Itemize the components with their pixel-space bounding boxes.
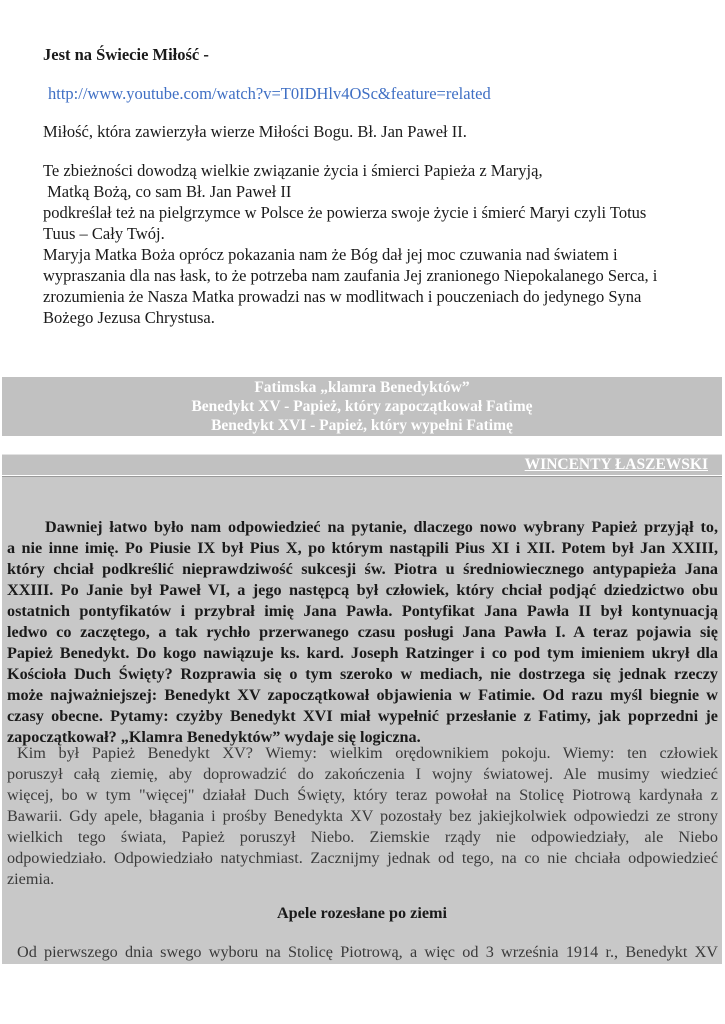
intro-paragraph bbox=[43, 160, 688, 328]
lead-line: zapoczątkował? „Klamra Benedyktów” wydaje się logiczna. bbox=[7, 728, 421, 746]
section-heading: Apele rozesłane po ziemi bbox=[276, 904, 448, 922]
banner-title: Fatimska „klamra Benedyktów” bbox=[254, 379, 470, 396]
lead-line: może najważniejszej: Benedykt XV zapoczątkował objawienia w Fatimie. Od razu myśl biegnie w bbox=[7, 686, 718, 704]
body-line: więcej, bo w tym "więcej" działał Duch Święty, który teraz powołał na Stolicę Piotrową kardynała z bbox=[7, 786, 718, 804]
author-bar bbox=[2, 454, 722, 475]
banner-subtitle-1: Benedykt XV - Papież, który zapoczątkował Fatimę bbox=[191, 398, 533, 415]
lead-line: a nie inne imię. Po Piusie IX był Pius X, po którym nastąpili Pius XI i XII. Potem był Jan XXIII, bbox=[7, 539, 718, 557]
lead-line: Dawniej łatwo było nam odpowiedzieć na pytanie, dlaczego nowo wybrany Papież przyjął to, bbox=[45, 518, 718, 536]
intro-line: Maryja Matka Boża oprócz pokazania nam że Bóg dał jej moc czuwania nad światem i bbox=[43, 245, 618, 264]
intro-line: zrozumienia że Nasza Matka prowadzi nas w modlitwach i pouczeniach do jedynego Syna bbox=[43, 287, 642, 306]
body-line: ziemia. bbox=[7, 870, 55, 888]
body-line: Kim był Papież Benedykt XV? Wiemy: wielkim orędownikiem pokoju. Wiemy: ten człowiek bbox=[17, 744, 718, 762]
lead-line: Kościoła Duch Święty? Rozprawia się o tym szeroko w mediach, nie dostrzega się jednak rzeczy bbox=[7, 665, 718, 683]
body-line: Od pierwszego dnia swego wyboru na Stolicę Piotrową, a więc od 3 września 1914 r., Benedykt XV bbox=[17, 943, 718, 961]
lead-line: ledwo co zaczętego, a tak rychło przerwanego czasu posługi Jana Pawła I. A teraz pojawia się bbox=[7, 623, 718, 641]
article-lead bbox=[7, 517, 718, 748]
lead-line: ostatnich pontyfikatów i przybrał imię Jana Pawła. Pontyfikat Jana Pawła II był kontynuacją bbox=[7, 602, 718, 620]
body-line: poruszył całą ziemię, aby doprowadzić do zakończenia I wojny światowej. Ale musimy wiedzieć bbox=[7, 765, 718, 783]
intro-title: Jest na Świecie Miłość - bbox=[43, 45, 209, 64]
intro-line: Te zbieżności dowodzą wielkie związanie życia i śmierci Papieża z Maryją, bbox=[43, 161, 543, 180]
author-name: WINCENTY ŁASZEWSKI bbox=[524, 456, 708, 473]
lead-line: czasy obecne. Pytamy: czyżby Benedykt XVI miał wypełnić przesłanie z Fatimy, jak poprzedni je bbox=[7, 707, 718, 725]
body-line: odpowiedziało. Odpowiedziało natychmiast. Zacznijmy jednak od tego, na co nie chciała odpowiedzieć bbox=[7, 849, 718, 867]
intro-line: Bożego Jezusa Chrystusa. bbox=[43, 308, 215, 327]
banner-subtitle-2: Benedykt XVI - Papież, który wypełni Fatimę bbox=[211, 417, 513, 434]
intro-line: Matką Bożą, co sam Bł. Jan Paweł II bbox=[43, 182, 292, 201]
body-line: wielkich tego świata, Papież poruszył Niebo. Ziemskie rządy nie odpowiedziały, ale Niebo bbox=[7, 828, 718, 846]
intro-line: podkreślał też na pielgrzymce w Polsce że powierza swoje życie i śmierć Maryi czyli Totus bbox=[43, 203, 647, 222]
lead-line: XXIII. Po Janie był Paweł VI, a jego następcą był człowiek, który chciał podjąć dziedzictwo obu bbox=[7, 581, 718, 599]
youtube-link[interactable]: http://www.youtube.com/watch?v=T0IDHlv4OSc&feature=related bbox=[48, 84, 491, 103]
intro-line: wypraszania dla nas łask, to że potrzeba nam zaufania Jej zranionego Niepokalanego Serca, i bbox=[43, 266, 658, 285]
article-banner bbox=[2, 377, 722, 436]
article-paragraph bbox=[7, 743, 718, 890]
lead-line: który chciał podkreślić nieprawdziwość sukcesji św. Piotra u średniowiecznego antypapieża Jana bbox=[7, 560, 718, 578]
body-line: Bawarii. Gdy apele, błagania i prośby Benedykta XV pozostały bez jakiejkolwiek odpowiedzi ze strony bbox=[7, 807, 718, 825]
lead-line: Papież Benedykt. Do kogo nawiązuje ks. kard. Joseph Ratzinger i co pod tym imieniem ukrył dla bbox=[7, 644, 718, 662]
article-body bbox=[2, 476, 722, 964]
intro-line: Tuus – Cały Twój. bbox=[43, 224, 165, 243]
intro-quote: Miłość, która zawierzyła wierze Miłości Bogu. Bł. Jan Paweł II. bbox=[43, 122, 467, 141]
